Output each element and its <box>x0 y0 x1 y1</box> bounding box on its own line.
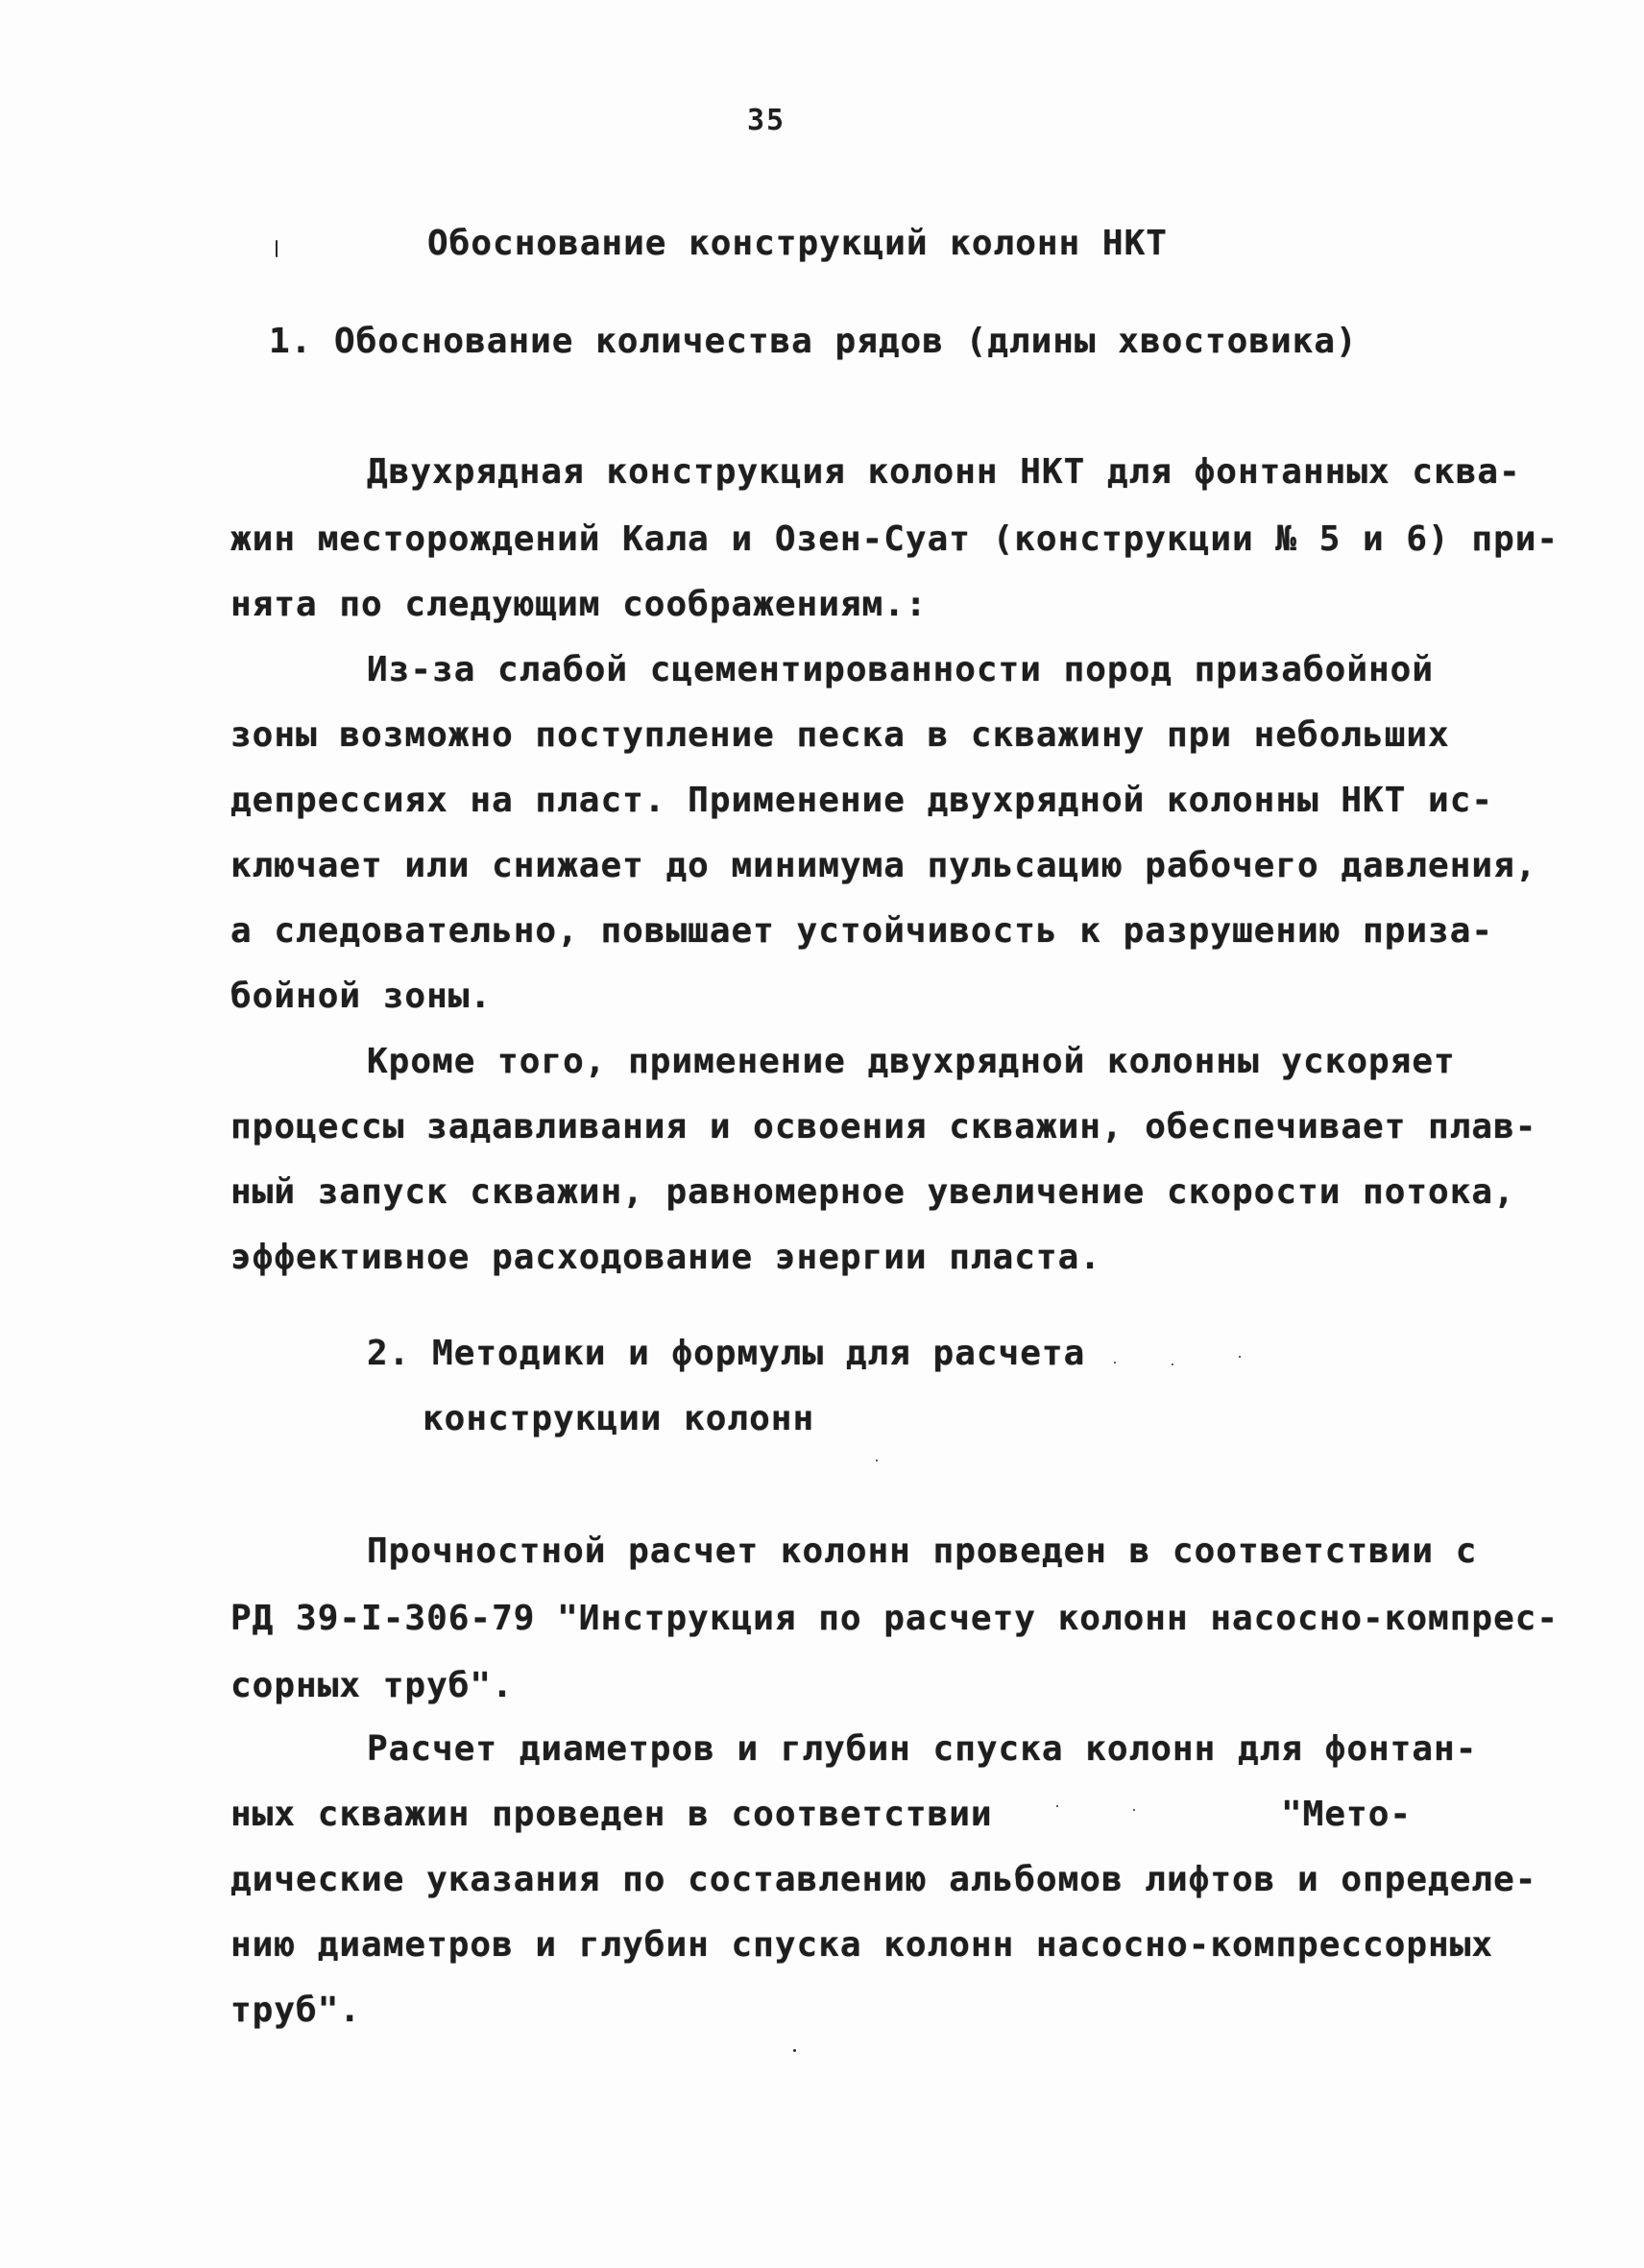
paragraph-1-line: жин месторождений Кала и Озен-Суат (конструкции № 5 и 6) при- <box>230 519 1559 559</box>
paragraph-1-line: Двухрядная конструкция колонн НКТ для фонтанных сква- <box>367 452 1521 492</box>
paragraph-5-line: труб". <box>230 1991 362 2030</box>
scan-artifact <box>1239 1356 1241 1358</box>
paragraph-3-line: процессы задавливания и освоения скважин, обеспечивает плав- <box>230 1107 1537 1146</box>
paragraph-3-line: Кроме того, применение двухрядной колонны ускоряет <box>367 1042 1456 1081</box>
paragraph-2-line: депрессиях на пласт. Применение двухрядной колонны НКТ ис- <box>230 781 1494 820</box>
page-number: 35 <box>747 104 786 137</box>
paragraph-2-line: Из-за слабой сцементированности пород призабойной <box>367 650 1435 689</box>
scan-artifact <box>1172 1363 1173 1365</box>
paragraph-4-line: сорных труб". <box>230 1666 514 1705</box>
paragraph-5-line: "Мето- <box>1281 1795 1413 1834</box>
section-2-title-line: конструкции колонн <box>423 1399 815 1438</box>
paragraph-2-line: а следовательно, повышает устойчивость к разрушению приза- <box>230 911 1494 951</box>
scan-artifact <box>1056 1805 1058 1807</box>
paragraph-4-line: Прочностной расчет колонн проведен в соответствии с <box>367 1532 1478 1571</box>
paragraph-5-line: ных скважин проведен в соответствии <box>230 1795 993 1834</box>
paragraph-2-line: ключает или снижает до минимума пульсацию рабочего давления, <box>230 846 1537 885</box>
section-1-title: 1. Обоснование количества рядов (длины хвостовика) <box>269 322 1358 361</box>
paragraph-2-line: зоны возможно поступление песка в скважину при небольших <box>230 715 1450 755</box>
main-heading: Обоснование конструкций колонн НКТ <box>427 224 1168 263</box>
scan-artifact <box>276 240 278 257</box>
scan-artifact <box>1114 1362 1116 1363</box>
paragraph-5-line: Расчет диаметров и глубин спуска колонн для фонтан- <box>367 1729 1478 1769</box>
paragraph-2-line: бойной зоны. <box>230 977 493 1016</box>
scan-artifact <box>1133 1809 1135 1811</box>
scan-artifact <box>793 2049 796 2052</box>
paragraph-5-line: нию диаметров и глубин спуска колонн насосно-компрессорных <box>230 1925 1494 1965</box>
paragraph-3-line: эффективное расходование энергии пласта. <box>230 1238 1101 1277</box>
paragraph-1-line: нята по следующим соображениям.: <box>230 585 928 624</box>
paragraph-5-line: дические указания по составлению альбомов лифтов и определе- <box>230 1860 1537 1899</box>
scan-artifact <box>876 1460 878 1461</box>
paragraph-4-line: РД 39-I-306-79 "Инструкция по расчету колонн насосно-компрес- <box>230 1599 1559 1638</box>
paragraph-3-line: ный запуск скважин, равномерное увеличение скорости потока, <box>230 1172 1515 1212</box>
section-2-title-line: 2. Методики и формулы для расчета <box>367 1334 1086 1373</box>
